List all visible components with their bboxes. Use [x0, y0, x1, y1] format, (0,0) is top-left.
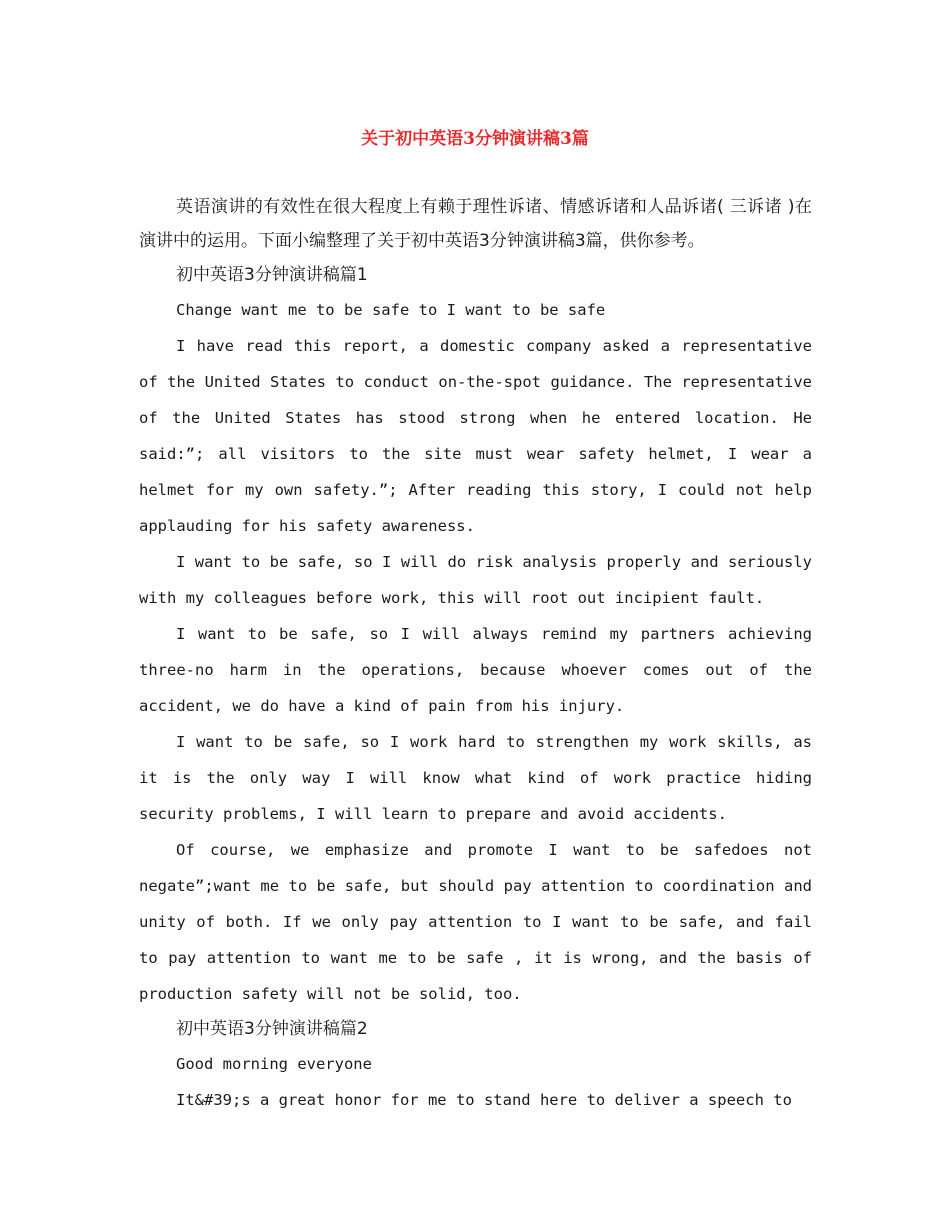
body-paragraph: I want to be safe, so I will always remind my partners achieving three-no harm in the operations, because whoever comes out of the accident, we do have a kind of pain from his injury. — [139, 625, 812, 715]
body-paragraph: Of course, we emphasize and promote I want to be safedoes not negate”;want me to be safe, but should pay attention to coordination and unity of both. If we only pay attention to I want to be safe, and fail to pay attention to want me to be safe , it is wrong, and the basis of production safety will not be solid, too. — [139, 841, 812, 1003]
body-paragraph: It&#39;s a great honor for me to stand here to deliver a speech to — [176, 1091, 792, 1109]
greeting-line: Good morning everyone — [176, 1055, 372, 1073]
document-body — [139, 190, 812, 1118]
body-paragraph: I want to be safe, so I will do risk analysis properly and seriously with my colleagues before work, this will root out incipient fault. — [139, 553, 812, 607]
section-heading-2: 初中英语3分钟演讲稿篇2 — [176, 1019, 368, 1039]
section-heading-1: 初中英语3分钟演讲稿篇1 — [176, 265, 368, 285]
document-title: 关于初中英语3分钟演讲稿3篇 — [361, 129, 589, 149]
body-paragraph: I want to be safe, so I work hard to strengthen my work skills, as it is the only way I will know what kind of work practice hiding security problems, I will learn to prepare and avoid accidents. — [139, 733, 812, 823]
speech-title: Change want me to be safe to I want to be safe — [176, 301, 606, 319]
intro-paragraph: 英语演讲的有效性在很大程度上有赖于理性诉诸、情感诉诸和人品诉诸( 三诉诸 )在演讲中的运用。下面小编整理了关于初中英语3分钟演讲稿3篇，供你参考。 — [139, 197, 812, 251]
body-paragraph: I have read this report, a domestic company asked a representative of the United States to conduct on-the-spot guidance. The representative of the United States has stood strong when he entered location. He said:”; all visitors to the site must wear safety helmet, I wear a helmet for my own safety.”; After reading this story, I could not help applauding for his safety awareness. — [139, 337, 812, 535]
